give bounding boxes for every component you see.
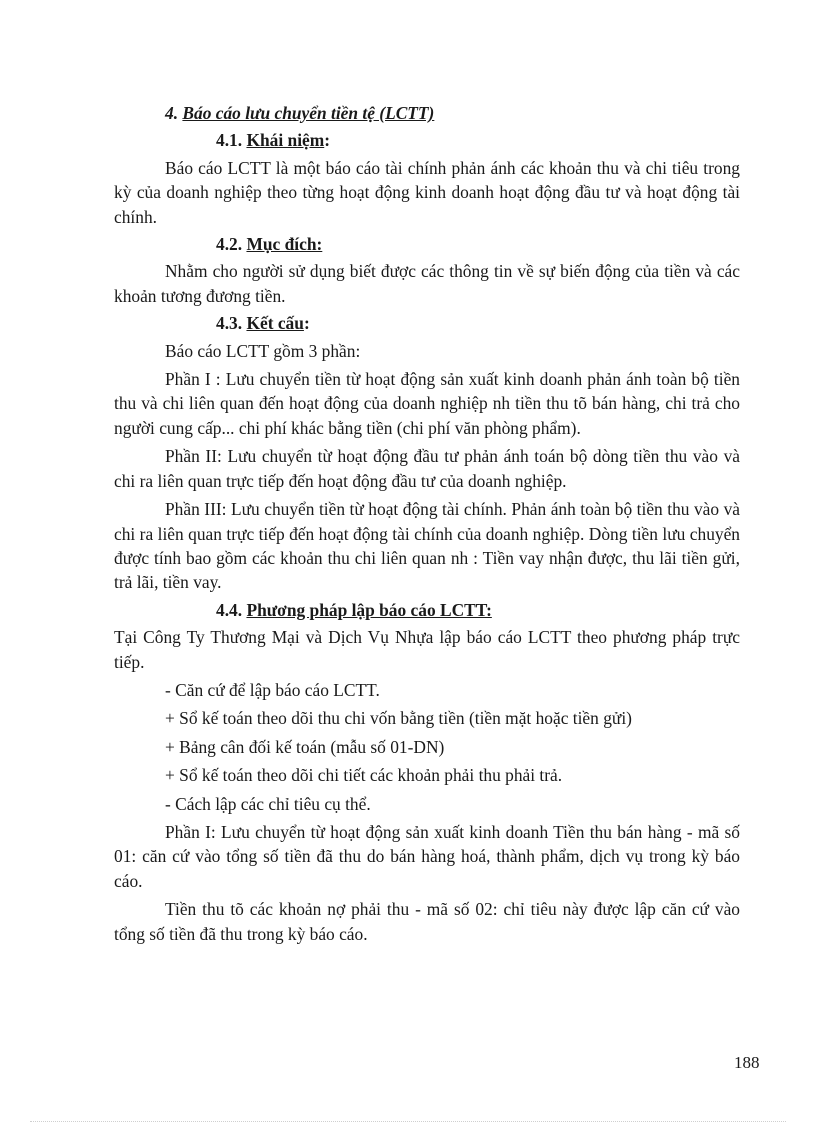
subheading-number: 4.4. bbox=[216, 599, 243, 620]
subheading-title: Mục đích: bbox=[246, 234, 323, 255]
list-item: + Sổ kế toán theo dõi chi tiết các khoản phải thu phải trả. bbox=[165, 765, 563, 786]
subheading-title: Khái niệm bbox=[246, 130, 325, 151]
subheading-4-2 bbox=[114, 232, 740, 256]
section-number: 4. bbox=[165, 103, 179, 123]
subheading-number: 4.3. bbox=[216, 313, 243, 334]
subheading-4-3 bbox=[114, 311, 740, 335]
paragraph-definition: Báo cáo LCTT là một báo cáo tài chính phản ánh các khoản thu và chi tiêu trong kỳ của doanh nghiệp theo từng hoạt động kinh doanh hoạt động đầu tư và hoạt động tài chính. bbox=[114, 157, 740, 227]
list-item: - Cách lập các chỉ tiêu cụ thể. bbox=[165, 793, 371, 814]
subheading-4-4 bbox=[114, 598, 740, 622]
paragraph-receivables: Tiền thu tõ các khoản nợ phải thu - mã số 02: chỉ tiêu này được lập căn cứ vào tổng số tiền đã thu trong kỳ báo cáo. bbox=[114, 899, 740, 944]
section-title: Báo cáo lưu chuyển tiền tệ (LCTT) bbox=[182, 103, 435, 123]
page-number: 188 bbox=[734, 1053, 760, 1072]
paragraph-method-part-1: Phần I: Lưu chuyển từ hoạt động sản xuất kinh doanh Tiền thu bán hàng - mã số 01: căn cứ vào tổng số tiền đã thu do bán hàng hoá, thành phẩm, dịch vụ trong kỳ báo cáo. bbox=[114, 821, 740, 891]
paragraph-structure-intro: Báo cáo LCTT gồm 3 phần: bbox=[165, 340, 361, 361]
subheading-number: 4.1. bbox=[216, 130, 243, 151]
list-item: - Căn cứ để lập báo cáo LCTT. bbox=[165, 679, 380, 700]
subheading-number: 4.2. bbox=[216, 234, 243, 255]
section-heading bbox=[114, 101, 740, 125]
subheading-title: Kết cấu bbox=[246, 313, 304, 334]
paragraph-part-3: Phần III: Lưu chuyển tiền từ hoạt động tài chính. Phản ánh toàn bộ tiền thu vào và chi ra liên quan trực tiếp đến hoạt động tài chính của doanh nghiệp. Dòng tiền lưu chuyển được tính bao gồm các khoản thu chi liên quan nh : Tiền vay nhận được, thu lãi tiền gửi, trả lãi, tiền vay. bbox=[114, 499, 740, 593]
paragraph-method-intro: Tại Công Ty Thương Mại và Dịch Vụ Nhựa lập báo cáo LCTT theo phương pháp trực tiếp. bbox=[114, 627, 740, 672]
bottom-divider bbox=[30, 1121, 786, 1122]
paragraph-part-1: Phần I : Lưu chuyển tiền từ hoạt động sản xuất kinh doanh phản ánh toàn bộ tiền thu và chi liên quan đến hoạt động của doanh nghiệp nh tiền thu tõ bán hàng, chi trả cho người cung cấp... chi phí khác bằng tiền (chi phí văn phòng phẩm). bbox=[114, 369, 740, 438]
subheading-title: Phương pháp lập báo cáo LCTT: bbox=[246, 599, 492, 620]
subheading-colon: : bbox=[303, 313, 310, 334]
list-item: + Bảng cân đối kế toán (mẫu số 01-DN) bbox=[165, 736, 445, 757]
list-item: + Sổ kế toán theo dõi thu chi vốn bằng tiền (tiền mặt hoặc tiền gửi) bbox=[165, 708, 632, 729]
subheading-4-1 bbox=[114, 128, 740, 152]
page-content bbox=[114, 101, 740, 946]
paragraph-part-2: Phần II: Lưu chuyển từ hoạt động đầu tư phản ánh toán bộ dòng tiền thu vào và chi ra liên quan trực tiếp đến hoạt động đầu tư của doanh nghiệp. bbox=[114, 446, 740, 491]
paragraph-purpose: Nhằm cho người sử dụng biết được các thông tin về sự biến động của tiền và các khoản tương đương tiền. bbox=[114, 261, 740, 306]
subheading-colon: : bbox=[324, 130, 331, 151]
